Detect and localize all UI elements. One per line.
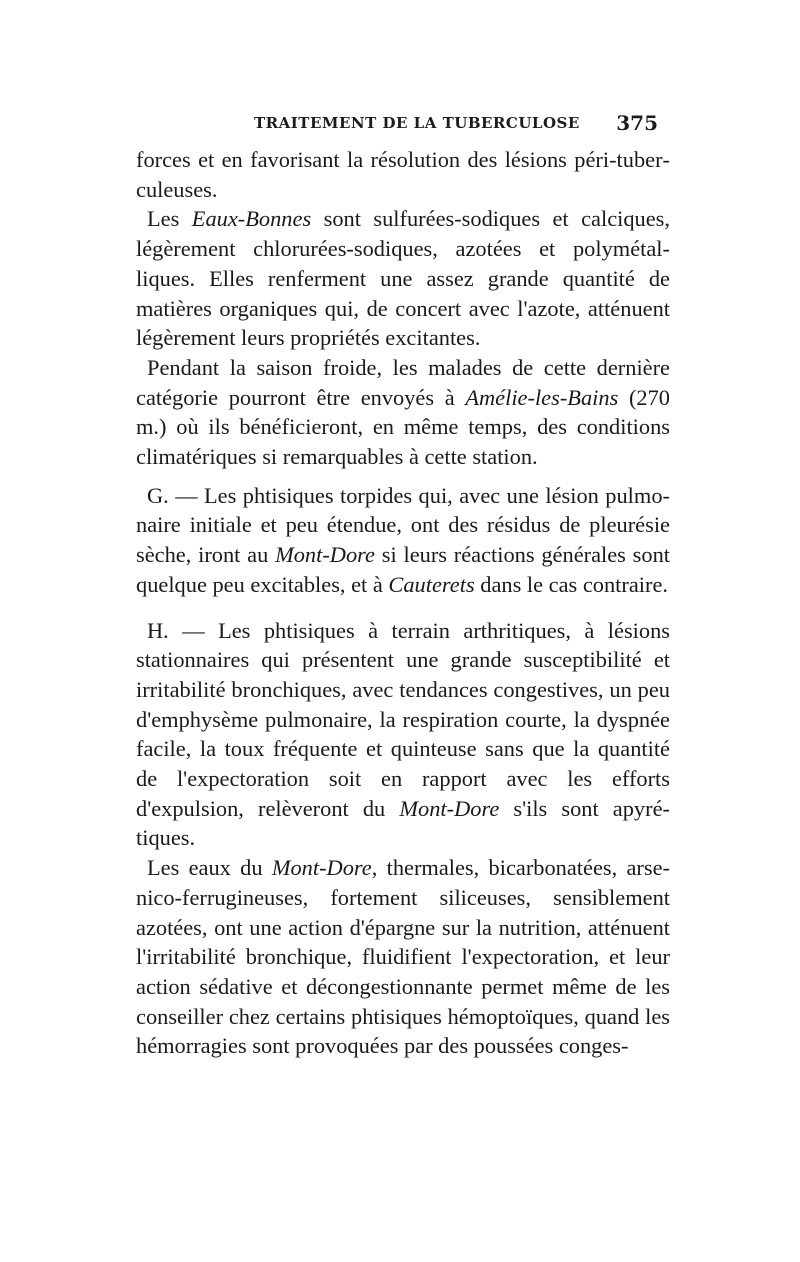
page-number: 375 xyxy=(616,111,658,135)
place-name: Eaux-Bonnes xyxy=(191,206,312,232)
text-segment: , thermales, bicarbonatées, arsenico-ferrugineuses, fortement siliceuses, sensiblement azotées, ont une action d'épargne sur la nutrition, atténuent l'irritabilité bronchique, fluidifient l'expectoration, et leur action sédative et décongestionnante permet même de les conseiller chez certains phtisiques hémoptoïques, quand les hémorragies sont provoquées par des poussées conges- xyxy=(136,855,670,1059)
paragraph xyxy=(136,353,670,472)
text-segment: s'ils sont apyrétiques. xyxy=(136,795,670,851)
body-text xyxy=(136,145,670,1061)
place-name: Mont-Dore xyxy=(399,795,500,821)
text-segment: Les xyxy=(147,206,192,232)
text-segment: G. — Les phtisiques torpides qui, avec une lésion pulmonaire initiale et peu étendue, ont des résidus de pleurésie sèche, iront au xyxy=(136,482,670,568)
paragraph xyxy=(136,853,670,1061)
text-segment: Les eaux du xyxy=(147,855,272,881)
paragraph xyxy=(136,145,670,204)
paragraph xyxy=(136,204,670,353)
text-segment: si leurs réactions générales sont quelque peu excitables, et à xyxy=(136,542,670,597)
place-name: Amélie-les-Bains xyxy=(465,384,619,410)
place-name: Mont-Dore xyxy=(275,542,375,568)
text-segment: (270 m.) où ils bénéficieront, en même temps, des conditions climatériques si remarquables à cette station. xyxy=(136,384,670,470)
text-segment: forces et en favorisant la résolution des lésions péri-tuberculeuses. xyxy=(136,147,670,202)
text-segment: Pendant la saison froide, les malades de cette dernière catégorie pourront être envoyés à xyxy=(136,354,670,410)
paragraph xyxy=(136,481,670,600)
text-segment: dans le cas contraire. xyxy=(474,571,669,597)
paragraph xyxy=(136,616,670,854)
text-segment: H. — Les phtisiques à terrain arthritiques, à lésions stationnaires qui présentent une grande susceptibilité et irritabilité bronchiques, avec tendances congestives, un peu d'emphysème pulmonaire, la respiration courte, la dyspnée facile, la toux fréquente et quinteuse sans que la quantité de l'expectoration soit en rapport avec les efforts d'expulsion, relèveront du xyxy=(136,617,670,821)
page-header xyxy=(134,111,658,138)
place-name: Mont-Dore xyxy=(271,855,372,881)
text-segment: sont sulfurées-sodiques et calciques, légèrement chlorurées-sodiques, azotées et polymétalliques. Elles renferment une assez grande quantité de matières organiques qui, de concert avec l'azote, atténuent légèrement leurs propriétés excitantes. xyxy=(136,206,670,351)
place-name: Cauterets xyxy=(388,571,475,597)
running-title: TRAITEMENT DE LA TUBERCULOSE xyxy=(254,114,580,132)
